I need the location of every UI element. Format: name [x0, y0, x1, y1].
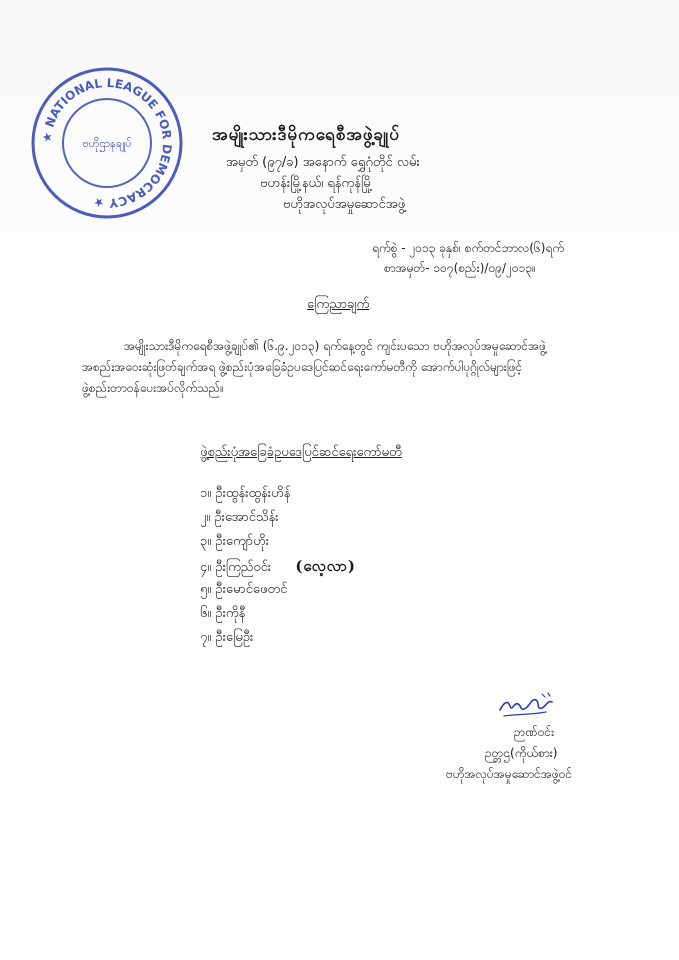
letter-date: ရက်စွဲ - ၂၀၁၃ ခုနှစ်၊ စက်တင်ဘာလ(၆)ရက် [372, 241, 565, 255]
list-item [200, 554, 356, 578]
address-line-1: အမှတ် (၉၇/ခ) အနောက် ရွှေဂုံတိုင် လမ်း [226, 155, 420, 170]
party-seal-stamp [27, 63, 187, 223]
member-name: ၄။ ဦးကြည်ဝင်း [200, 560, 272, 575]
body-line-1: အမျိုးသားဒီမိုကရေစီအဖွဲ့ချုပ်၏ (၆.၉.၂၀၁၃) ရက်နေ့တွင် ကျင်းပသော ဗဟိုအလုပ်အမှုဆောင်အဖွဲ့ [124, 339, 546, 353]
announcement-title: ကြေညာချက် [307, 297, 370, 312]
stamp-center-text: ဗဟိုဌာနချုပ် [82, 137, 132, 150]
committee-title: ဖွဲ့စည်းပုံအခြေခံဥပဒေပြင်ဆင်ရေးကော်မတီ [200, 445, 402, 460]
announcement-body [82, 336, 602, 399]
list-item [200, 506, 356, 530]
member-name: ၁။ ဦးထွန်းထွန်းဟိန် [200, 486, 291, 501]
member-name: ၃။ ဦးကျော်ဟိုး [200, 534, 270, 549]
organization-name: အမျိုးသားဒီမိုကရေစီအဖွဲ့ချုပ် [212, 125, 400, 145]
reference-number: စာအမှတ်- ၁၀၇(စည်း)/၀၉/၂၀၁၃။ [384, 261, 536, 275]
handwritten-signature [496, 688, 560, 722]
list-item [200, 602, 356, 626]
issuing-body: ဗဟိုအလုပ်အမှုဆောင်အဖွဲ့ [283, 197, 406, 212]
list-item [200, 626, 356, 650]
stamp-ring-text: ★ NATIONAL LEAGUE FOR DEMOCRACY ★ [39, 75, 175, 211]
address-line-2: ဗဟန်းမြို့နယ်၊ ရန်ကုန်မြို့ [260, 176, 373, 191]
list-item [200, 578, 356, 602]
member-name: ၅။ ဦးမောင်ဖေတင် [200, 582, 288, 597]
member-name: ၂။ ဦးအောင်သိန်း [200, 510, 279, 525]
member-name: ၇။ ဦးမြေဦး [200, 630, 254, 645]
signatory-title: ဉတ္တဌ(ကိုယ်စား) [485, 746, 558, 760]
committee-member-list [200, 482, 356, 650]
signatory-role: ဗဟိုအလုပ်အမှုဆောင်အဖွဲ့ဝင် [446, 767, 573, 781]
signatory-name: ဉာဏ်ဝင်း [514, 725, 555, 739]
body-line-3: ဖွဲ့စည်းတာဝန်ပေးအပ်လိုက်သည်။ [82, 381, 224, 395]
member-name: ၆။ ဦးကိုနီ [200, 606, 246, 621]
body-line-2: အစည်းအဝေးဆုံးဖြတ်ချက်အရ ဖွဲ့စည်းပုံအခြေခံဥပဒေပြင်ဆင်ရေးကော်မတီကို အောက်ပါပုဂ္ဂိုလ်များဖြင့် [82, 360, 523, 374]
list-item [200, 530, 356, 554]
list-item [200, 482, 356, 506]
handwritten-note: (လေ့လာ) [295, 557, 356, 575]
